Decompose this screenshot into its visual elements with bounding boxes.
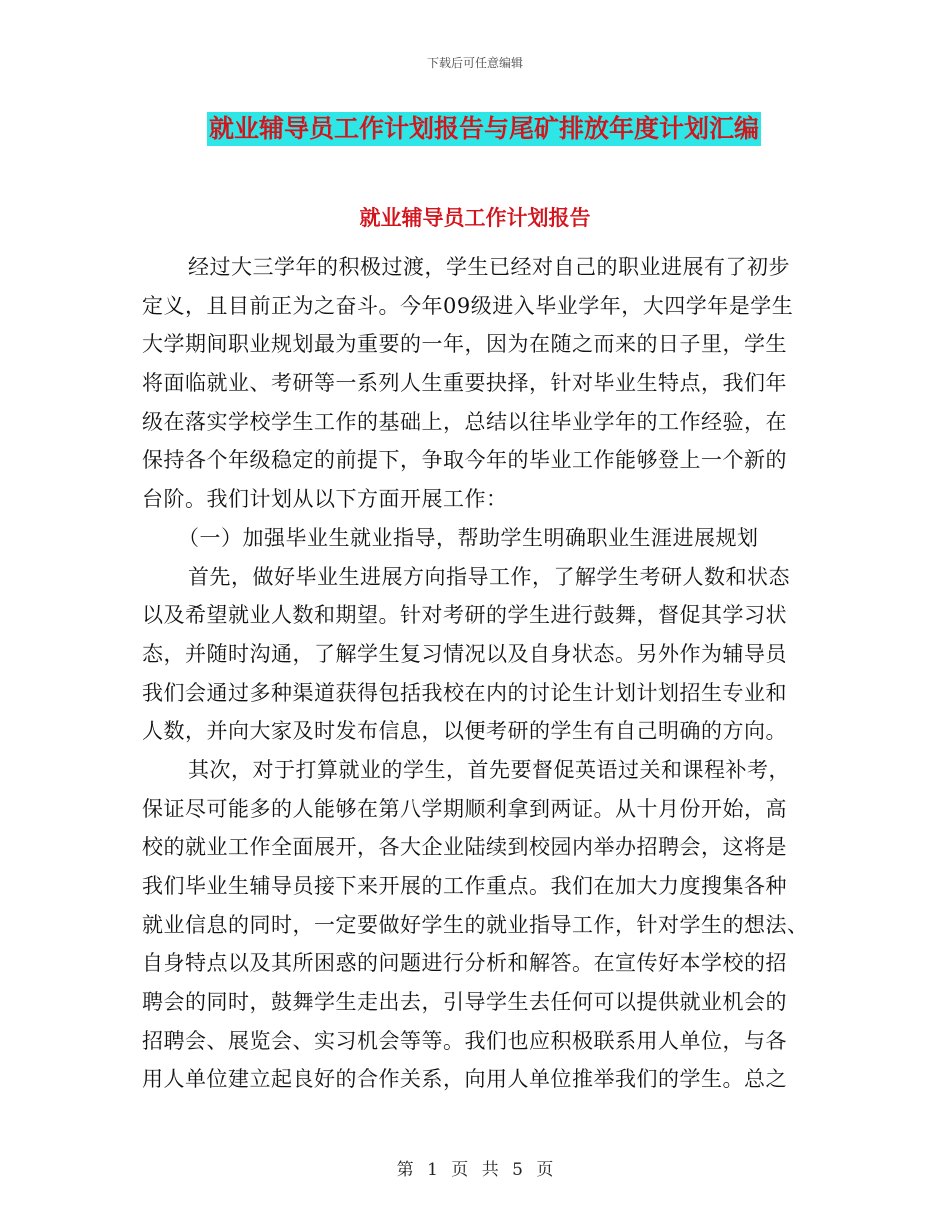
header-note: 下载后可任意编辑 bbox=[426, 56, 523, 70]
paragraph-line: 级在落实学校学生工作的基础上，总结以往毕业学年的工作经验，在 bbox=[142, 409, 787, 434]
page-number: 1 bbox=[427, 1160, 438, 1180]
subheading-line: （一）加强毕业生就业指导，帮助学生明确职业生涯进展规划 bbox=[178, 525, 759, 550]
paragraph-line: 其次，对于打算就业的学生，首先要督促英语过关和课程补考， bbox=[188, 757, 790, 782]
footer-total-prefix: 共 bbox=[481, 1160, 499, 1180]
paragraph-line: 首先，做好毕业生进展方向指导工作，了解学生考研人数和状态 bbox=[188, 564, 790, 589]
body-text bbox=[142, 248, 809, 1099]
paragraph-line: 态，并随时沟通，了解学生复习情况以及自身状态。另外作为辅导员 bbox=[142, 641, 787, 666]
paragraph-line: 大学期间职业规划最为重要的一年，因为在随之而来的日子里，学生 bbox=[142, 332, 787, 357]
paragraph-line: 我们毕业生辅导员接下来开展的工作重点。我们在加大力度搜集各种 bbox=[142, 874, 787, 898]
paragraph-line: 经过大三学年的积极过渡，学生已经对自己的职业进展有了初步 bbox=[188, 255, 790, 279]
paragraph-line: 就业信息的同时，一定要做好学生的就业指导工作，针对学生的想法、 bbox=[142, 912, 809, 937]
paragraph-line: 人数，并向大家及时发布信息，以便考研的学生有自己明确的方向。 bbox=[142, 719, 787, 744]
section-title: 就业辅导员工作计划报告 bbox=[359, 206, 591, 230]
paragraph-line: 聘会的同时，鼓舞学生走出去，引导学生去任何可以提供就业机会的 bbox=[142, 990, 787, 1015]
paragraph-line: 校的就业工作全面展开，各大企业陆续到校园内举办招聘会，这将是 bbox=[142, 835, 787, 860]
paragraph-line: 我们会通过多种渠道获得包括我校在内的讨论生计划计划招生专业和 bbox=[142, 680, 787, 705]
footer-page-unit: 页 bbox=[451, 1160, 469, 1180]
footer-total-unit: 页 bbox=[536, 1160, 554, 1180]
paragraph-line: 保持各个年级稳定的前提下，争取今年的毕业工作能够登上一个新的 bbox=[142, 448, 787, 473]
paragraph-line: 招聘会、展览会、实习机会等等。我们也应积极联系用人单位，与各 bbox=[142, 1028, 787, 1053]
paragraph-line: 以及希望就业人数和期望。针对考研的学生进行鼓舞，督促其学习状 bbox=[142, 603, 787, 628]
page-footer bbox=[0, 1155, 950, 1180]
document-title: 就业辅导员工作计划报告与尾矿排放年度计划汇编 bbox=[207, 112, 761, 146]
paragraph-line: 将面临就业、考研等一系列人生重要抉择，针对毕业生特点，我们年 bbox=[142, 371, 787, 396]
paragraph-line: 定义，且目前正为之奋斗。今年09级进入毕业学年，大四学年是学生 bbox=[142, 293, 794, 318]
footer-prefix: 第 bbox=[396, 1160, 414, 1180]
paragraph-line: 保证尽可能多的人能够在第八学期顺利拿到两证。从十月份开始，高 bbox=[142, 796, 787, 821]
total-pages: 5 bbox=[512, 1160, 523, 1180]
paragraph-line: 台阶。我们计划从以下方面开展工作： bbox=[142, 487, 508, 512]
paragraph-line: 自身特点以及其所困惑的问题进行分析和解答。在宣传好本学校的招 bbox=[142, 951, 787, 976]
paragraph-line: 用人单位建立起良好的合作关系，向用人单位推举我们的学生。总之 bbox=[142, 1067, 787, 1092]
